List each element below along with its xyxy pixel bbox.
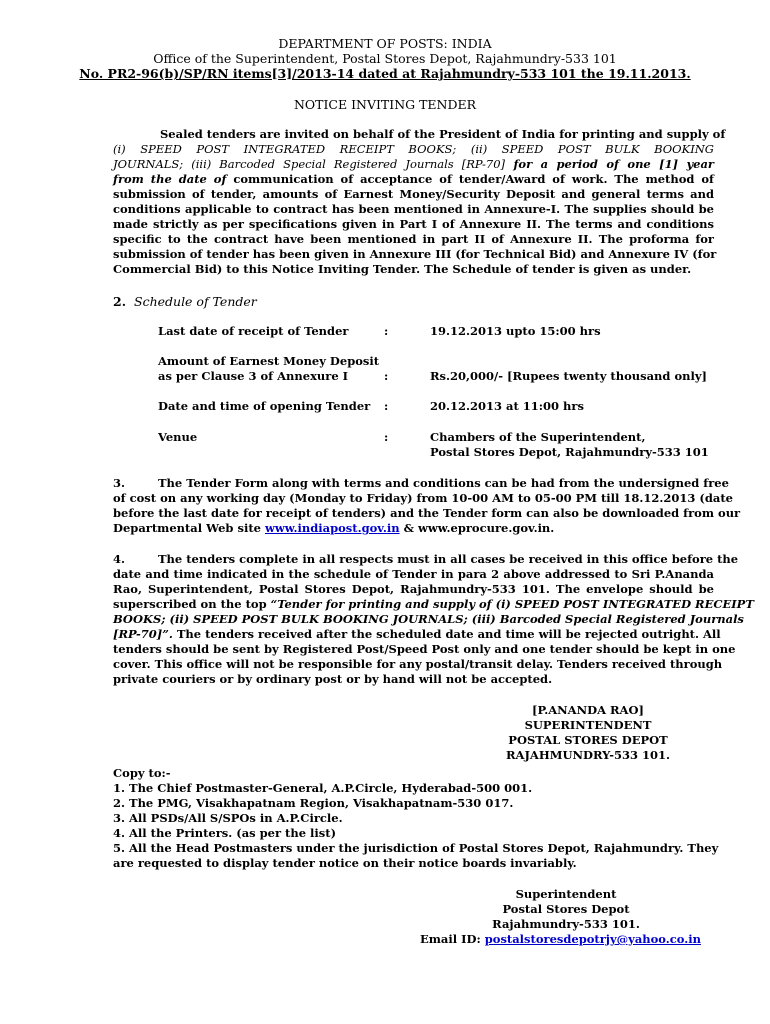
schedule-row-3-label: Date and time of opening Tender — [158, 399, 371, 413]
para4-line-4b: “Tender for printing and supply of (i) SPEED POST INTEGRATED RECEIPT — [270, 597, 754, 611]
para4-line-6 — [113, 627, 721, 642]
para1-line-5: submission of tender, amounts of Earnest Money/Security Deposit and general terms and — [113, 187, 714, 201]
para4-line-4 — [113, 597, 754, 612]
para4-number: 4. — [113, 552, 126, 566]
para1-line-2: (i) SPEED POST INTEGRATED RECEIPT BOOKS; (ii) SPEED POST BULK BOOKING — [113, 142, 714, 156]
para4-line-7: tenders should be sent by Registered Post/Speed Post only and one tender should be kept in one — [113, 642, 736, 656]
schedule-title: Schedule of Tender — [134, 294, 257, 309]
signatory-office: POSTAL STORES DEPOT — [508, 733, 668, 747]
schedule-row-4-value: Chambers of the Superintendent, — [430, 430, 646, 444]
schedule-row-1-colon: : — [384, 324, 389, 338]
para4-line-9: private couriers or by ordinary post or by hand will not be accepted. — [113, 672, 553, 686]
footer-designation: Superintendent — [515, 887, 617, 901]
email-link[interactable]: postalstoresdepotrjy@yahoo.co.in — [484, 932, 701, 946]
schedule-row-2-value: Rs.20,000/- [Rupees twenty thousand only] — [430, 369, 707, 383]
schedule-row-3-colon: : — [384, 399, 389, 413]
para1-line-10: Commercial Bid) to this Notice Inviting Tender. The Schedule of tender is given as under. — [113, 262, 692, 276]
para3-line-4b: & www.eprocure.gov.in. — [399, 521, 555, 535]
para4-line-6b: The tenders received after the scheduled date and time will be rejected outright. All — [172, 627, 721, 641]
para4-line-8: cover. This office will not be responsible for any postal/transit delay. Tenders received through — [113, 657, 723, 671]
para4-line-6a: [RP-70]”. — [113, 627, 173, 641]
copy-item-5: 5. All the Head Postmasters under the jurisdiction of Postal Stores Depot, Rajahmundry. They — [113, 841, 719, 855]
para1-line-1: Sealed tenders are invited on behalf of the President of India for printing and supply of — [160, 127, 726, 141]
schedule-row-4-colon: : — [384, 430, 389, 444]
schedule-row-2-label-2: as per Clause 3 of Annexure I — [158, 369, 349, 383]
office-line: Office of the Superintendent, Postal Stores Depot, Rajahmundry-533 101 — [153, 51, 617, 66]
department-heading: DEPARTMENT OF POSTS: INDIA — [278, 36, 492, 51]
signatory-designation: SUPERINTENDENT — [524, 718, 652, 732]
schedule-row-1-value: 19.12.2013 upto 15:00 hrs — [430, 324, 601, 338]
schedule-row-1-label: Last date of receipt of Tender — [158, 324, 349, 338]
para1-line-4a: from the date of — [113, 172, 227, 186]
schedule-row-4-value-2: Postal Stores Depot, Rajahmundry-533 101 — [430, 445, 709, 459]
footer-office: Postal Stores Depot — [502, 902, 630, 916]
copy-item-2: 2. The PMG, Visakhapatnam Region, Visakhapatnam-530 017. — [113, 796, 514, 810]
para1-line-3 — [113, 157, 714, 172]
para1-line-4b: communication of acceptance of tender/Award of work. The method of — [226, 172, 714, 186]
copy-item-5-cont: are requested to display tender notice on their notice boards invariably. — [113, 856, 577, 870]
footer-email-line — [420, 932, 701, 947]
para4-line-4a: superscribed on the top — [113, 597, 271, 611]
schedule-row-4-label: Venue — [158, 430, 198, 444]
footer-place: Rajahmundry-533 101. — [492, 917, 640, 931]
para3-number: 3. — [113, 476, 126, 490]
para1-line-3b: for a period of one [1] year — [505, 157, 714, 171]
para3-line-3: before the last date for receipt of tenders) and the Tender form can also be downloaded from our — [113, 506, 741, 520]
schedule-row-2-label: Amount of Earnest Money Deposit — [158, 354, 380, 368]
para1-line-8: specific to the contract have been mentioned in part II of Annexure II. The proforma for — [113, 232, 714, 246]
para3-line-1: The Tender Form along with terms and conditions can be had from the undersigned free — [158, 476, 729, 490]
para3-line-2: of cost on any working day (Monday to Friday) from 10-00 AM to 05-00 PM till 18.12.2013 (date — [113, 491, 733, 505]
indiapost-link[interactable]: www.indiapost.gov.in — [264, 521, 400, 535]
para4-line-2: date and time indicated in the schedule of Tender in para 2 above addressed to Sri P.Ananda — [113, 567, 714, 581]
copy-item-1: 1. The Chief Postmaster-General, A.P.Circle, Hyderabad-500 001. — [113, 781, 533, 795]
copy-item-3: 3. All PSDs/All S/SPOs in A.P.Circle. — [113, 811, 343, 825]
para4-line-5: BOOKS; (ii) SPEED POST BULK BOOKING JOURNALS; (iii) Barcoded Special Registered Journals — [113, 612, 744, 626]
notice-title: NOTICE INVITING TENDER — [293, 97, 477, 112]
signatory-place: RAJAHMUNDRY-533 101. — [506, 748, 670, 762]
schedule-row-2-colon: : — [384, 369, 389, 383]
copy-item-4: 4. All the Printers. (as per the list) — [113, 826, 337, 840]
para3-line-4a: Departmental Web site — [113, 521, 265, 535]
signatory-name: [P.ANANDA RAO] — [532, 703, 644, 717]
reference-number: No. PR2-96(b)/SP/RN items[3]/2013-14 dated at Rajahmundry-533 101 the 19.11.2013. — [79, 66, 691, 81]
schedule-row-3-value: 20.12.2013 at 11:00 hrs — [430, 399, 584, 413]
para4-line-3: Rao, Superintendent, Postal Stores Depot, Rajahmundry-533 101. The envelope should be — [113, 582, 714, 596]
para1-line-4 — [113, 172, 714, 187]
copy-to-heading: Copy to:- — [113, 766, 171, 780]
email-label: Email ID: — [420, 932, 485, 946]
para3-line-4 — [113, 521, 554, 536]
para1-line-6: conditions applicable to contract has been mentioned in Annexure-I. The supplies should be — [113, 202, 714, 216]
para1-line-3a: JOURNALS; (iii) Barcoded Special Registered Journals [RP-70] — [113, 157, 506, 171]
para1-line-9: submission of tender has been given in Annexure III (for Technical Bid) and Annexure IV (for — [113, 247, 717, 261]
schedule-number: 2. — [113, 294, 127, 309]
para4-line-1: The tenders complete in all respects must in all cases be received in this office before the — [158, 552, 739, 566]
para1-line-7: made strictly as per specifications given in Part I of Annexure II. The terms and conditions — [113, 217, 714, 231]
